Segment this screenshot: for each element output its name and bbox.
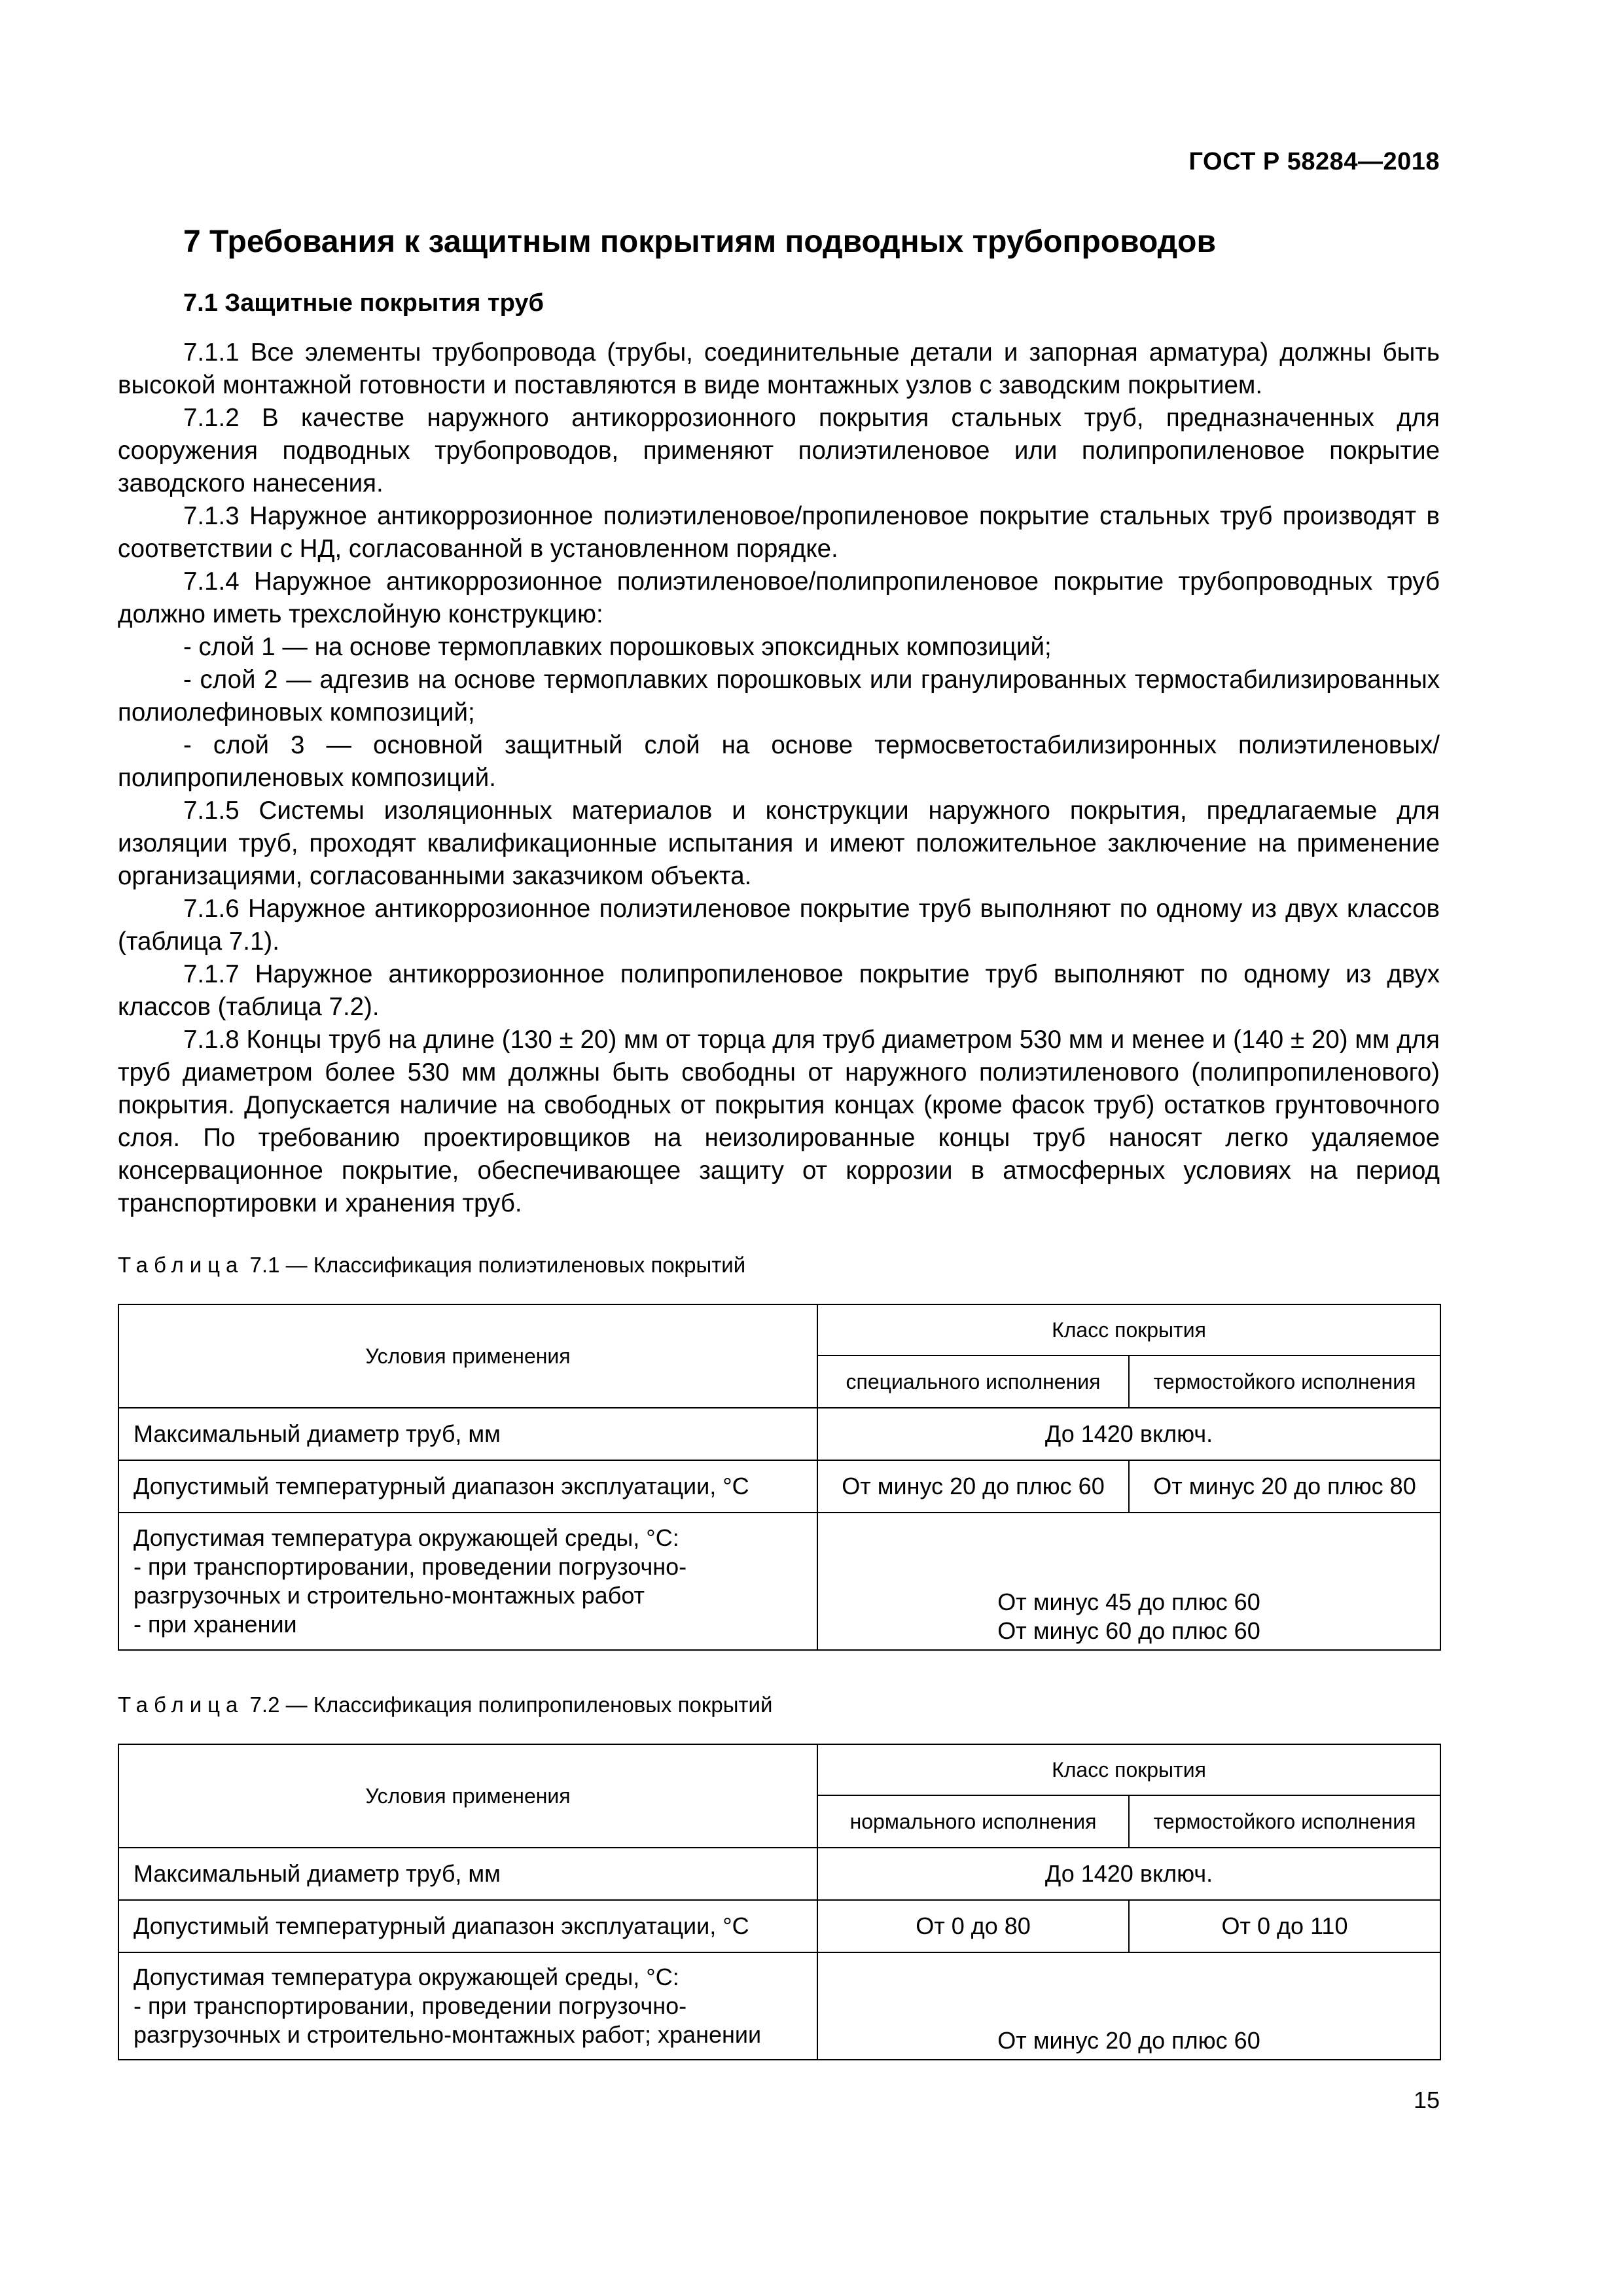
row-value-line: От минус 60 до плюс 60 — [997, 1617, 1260, 1644]
paragraph-7-1-3: 7.1.3 Наружное антикоррозионное полиэтиленовое/пропиленовое покрытие стальных труб производят в соответствии с НД, согласованной в установленном порядке. — [118, 502, 1440, 563]
row-label — [118, 1952, 817, 2060]
header-conditions: Условия применения — [118, 1744, 817, 1848]
table-caption-prefix: Таблица — [118, 1693, 244, 1717]
row-label-line: - при транспортировании, проведении погрузочно-разгрузочных и строительно-монтажных работ; хранении — [134, 1992, 762, 2048]
table-row — [118, 1460, 1440, 1513]
table-row — [118, 1952, 1440, 2060]
table-row — [118, 1900, 1440, 1952]
table-caption-prefix: Таблица — [118, 1253, 244, 1277]
row-label: Допустимый температурный диапазон эксплуатации, °С — [118, 1900, 817, 1952]
row-label: Максимальный диаметр труб, мм — [118, 1408, 817, 1460]
row-label — [118, 1513, 817, 1650]
row-value-line: От минус 45 до плюс 60 — [997, 1588, 1260, 1615]
table-7-1-caption — [118, 1253, 745, 1278]
header-coating-class: Класс покрытия — [817, 1744, 1440, 1795]
table-row — [118, 1408, 1440, 1460]
paragraph-7-1-7: 7.1.7 Наружное антикоррозионное полипропиленовое покрытие труб выполняют по одному из двух классов (таблица 7.2). — [118, 960, 1440, 1021]
row-value: От минус 20 до плюс 60 — [817, 1460, 1129, 1513]
row-label-line: - при транспортировании, проведении погрузочно-разгрузочных и строительно-монтажных работ — [134, 1553, 687, 1609]
table-caption-text: 7.1 — Классификация полиэтиленовых покрытий — [243, 1253, 746, 1277]
row-value: До 1420 включ. — [817, 1848, 1440, 1900]
row-value: От минус 20 до плюс 60 — [817, 1952, 1440, 2060]
paragraph-7-1-8: 7.1.8 Концы труб на длине (130 ± 20) мм от торца для труб диаметром 530 мм и менее и (140 ± 20) мм для труб диаметром более 530 мм должны быть свободны от наружного полиэтиленового (полипропиленового) покрытия. Допускается наличие на свободных от покрытия концах (кроме фасок труб) остатков грунтовочного слоя. По требованию проектировщиков на неизолированные концы труб наносят легко удаляемое консервационное покрытие, обеспечивающее защиту от коррозии в атмосферных условиях на период транспортировки и хранения труб. — [118, 1026, 1440, 1217]
row-label: Допустимый температурный диапазон эксплуатации, °С — [118, 1460, 817, 1513]
subsection-title: 7.1 Защитные покрытия труб — [183, 289, 544, 317]
row-label-line: - при хранении — [134, 1611, 297, 1638]
header-conditions: Условия применения — [118, 1304, 817, 1408]
header-normal-class: нормального исполнения — [817, 1795, 1129, 1848]
table-7-1 — [118, 1304, 1441, 1651]
table-7-2 — [118, 1744, 1441, 2060]
table-caption-text: 7.2 — Классификация полипропиленовых покрытий — [243, 1693, 773, 1717]
row-value: От минус 20 до плюс 80 — [1129, 1460, 1440, 1513]
header-heat-resistant-class: термостойкого исполнения — [1129, 1355, 1440, 1408]
paragraph-7-1-6: 7.1.6 Наружное антикоррозионное полиэтиленовое покрытие труб выполняют по одному из двух классов (таблица 7.1). — [118, 895, 1440, 956]
row-value — [817, 1513, 1440, 1650]
table-7-2-caption — [118, 1693, 772, 1717]
paragraph-7-1-1: 7.1.1 Все элементы трубопровода (трубы, соединительные детали и запорная арматура) должны быть высокой монтажной готовности и поставляются в виде монтажных узлов с заводским покрытием. — [118, 338, 1440, 399]
header-heat-resistant-class: термостойкого исполнения — [1129, 1795, 1440, 1848]
list-item-layer-1: - слой 1 — на основе термоплавких порошковых эпоксидных композиций; — [183, 633, 1052, 661]
row-value: До 1420 включ. — [817, 1408, 1440, 1460]
paragraph-7-1-2: 7.1.2 В качестве наружного антикоррозионного покрытия стальных труб, предназначенных для сооружения подводных трубопроводов, применяют полиэтиленовое или полипропиленовое покрытие заводского нанесения. — [118, 404, 1440, 497]
header-special-class: специального исполнения — [817, 1355, 1129, 1408]
body-text — [118, 336, 1440, 1220]
row-label-line: Допустимая температура окружающей среды, °С: — [134, 1524, 679, 1551]
header-coating-class: Класс покрытия — [817, 1304, 1440, 1355]
list-item-layer-3: - слой 3 — основной защитный слой на основе термосветостабилизиронных полиэтиленовых/полипропиленовых композиций. — [118, 731, 1440, 792]
row-value: От 0 до 110 — [1129, 1900, 1440, 1952]
row-value: От 0 до 80 — [817, 1900, 1129, 1952]
row-label: Максимальный диаметр труб, мм — [118, 1848, 817, 1900]
list-item-layer-2: - слой 2 — адгезив на основе термоплавких порошковых или гранулированных термостабилизированных полиолефиновых композиций; — [118, 666, 1440, 726]
page-number: 15 — [1413, 2087, 1440, 2113]
row-label-line: Допустимая температура окружающей среды, °С: — [134, 1964, 679, 1990]
table-row — [118, 1513, 1440, 1650]
paragraph-7-1-5: 7.1.5 Системы изоляционных материалов и конструкции наружного покрытия, предлагаемые для изоляции труб, проходят квалификационные испытания и имеют положительное заключение на применение организациями, согласованными заказчиком объекта. — [118, 797, 1440, 890]
paragraph-7-1-4: 7.1.4 Наружное антикоррозионное полиэтиленовое/полипропиленовое покрытие трубопроводных труб должно иметь трехслойную конструкцию: — [118, 567, 1440, 628]
section-title: 7 Требования к защитным покрытиям подводных трубопроводов — [183, 224, 1216, 259]
standard-code: ГОСТ Р 58284—2018 — [1188, 148, 1440, 175]
table-row — [118, 1848, 1440, 1900]
